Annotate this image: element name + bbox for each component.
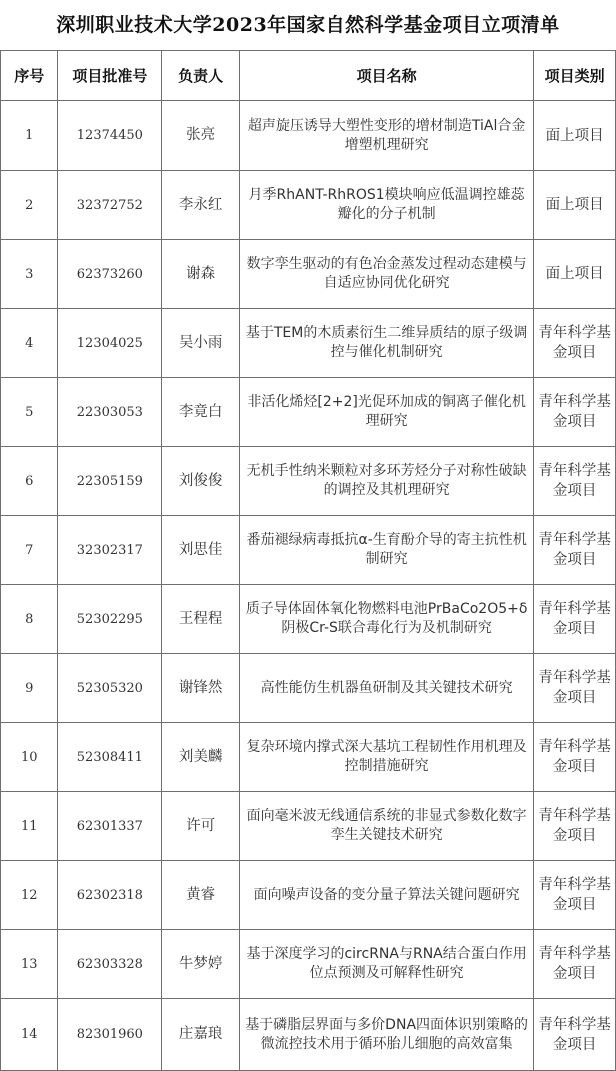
cell-principal: 吴小雨 bbox=[162, 309, 240, 378]
table-row bbox=[1, 654, 616, 723]
table-row bbox=[1, 861, 616, 930]
table-row bbox=[1, 516, 616, 585]
table-row bbox=[1, 101, 616, 171]
table-row bbox=[1, 447, 616, 516]
cell-principal: 刘美麟 bbox=[162, 723, 240, 792]
table-row bbox=[1, 792, 616, 861]
cell-principal: 张亮 bbox=[162, 101, 240, 171]
cell-approval-number: 32372752 bbox=[58, 171, 162, 240]
cell-project-name: 基于深度学习的circRNA与RNA结合蛋白作用位点预测及可解释性研究 bbox=[239, 930, 533, 999]
table-row bbox=[1, 378, 616, 447]
cell-project-name: 数字孪生驱动的有色冶金蒸发过程动态建模与自适应协同优化研究 bbox=[239, 240, 533, 309]
header-index: 序号 bbox=[1, 51, 58, 101]
cell-project-category: 青年科学基金项目 bbox=[534, 792, 616, 861]
cell-approval-number: 22303053 bbox=[58, 378, 162, 447]
cell-principal: 黄睿 bbox=[162, 861, 240, 930]
cell-project-category: 青年科学基金项目 bbox=[534, 309, 616, 378]
cell-project-category: 青年科学基金项目 bbox=[534, 723, 616, 792]
cell-project-category: 青年科学基金项目 bbox=[534, 378, 616, 447]
cell-project-name: 复杂环境内撑式深大基坑工程韧性作用机理及控制措施研究 bbox=[239, 723, 533, 792]
cell-principal: 王程程 bbox=[162, 585, 240, 654]
cell-approval-number: 62303328 bbox=[58, 930, 162, 999]
cell-index: 6 bbox=[1, 447, 58, 516]
cell-approval-number: 32302317 bbox=[58, 516, 162, 585]
table-row bbox=[1, 171, 616, 240]
cell-approval-number: 52305320 bbox=[58, 654, 162, 723]
cell-approval-number: 62373260 bbox=[58, 240, 162, 309]
cell-project-name: 基于TEM的木质素衍生二维异质结的原子级调控与催化机制研究 bbox=[239, 309, 533, 378]
header-approval-number: 项目批准号 bbox=[58, 51, 162, 101]
cell-project-name: 质子导体固体氧化物燃料电池PrBaCo2O5+δ阴极Cr-S联合毒化行为及机制研究 bbox=[239, 585, 533, 654]
cell-project-name: 无机手性纳米颗粒对多环芳烃分子对称性破缺的调控及其机理研究 bbox=[239, 447, 533, 516]
cell-principal: 李永红 bbox=[162, 171, 240, 240]
project-table bbox=[0, 50, 616, 1071]
cell-project-name: 非活化烯烃[2+2]光促环加成的铜离子催化机理研究 bbox=[239, 378, 533, 447]
cell-approval-number: 52302295 bbox=[58, 585, 162, 654]
cell-principal: 李竟白 bbox=[162, 378, 240, 447]
cell-project-category: 青年科学基金项目 bbox=[534, 999, 616, 1071]
cell-principal: 庄嘉琅 bbox=[162, 999, 240, 1071]
table-row bbox=[1, 240, 616, 309]
cell-approval-number: 82301960 bbox=[58, 999, 162, 1071]
cell-approval-number: 62302318 bbox=[58, 861, 162, 930]
cell-index: 5 bbox=[1, 378, 58, 447]
cell-index: 11 bbox=[1, 792, 58, 861]
cell-principal: 谢锋然 bbox=[162, 654, 240, 723]
cell-approval-number: 52308411 bbox=[58, 723, 162, 792]
cell-principal: 刘俊俊 bbox=[162, 447, 240, 516]
cell-project-category: 青年科学基金项目 bbox=[534, 861, 616, 930]
cell-project-name: 面向毫米波无线通信系统的非显式参数化数字孪生关键技术研究 bbox=[239, 792, 533, 861]
cell-index: 7 bbox=[1, 516, 58, 585]
cell-principal: 牛梦婷 bbox=[162, 930, 240, 999]
table-row bbox=[1, 723, 616, 792]
cell-project-name: 基于磷脂层界面与多价DNA四面体识别策略的微流控技术用于循环胎儿细胞的高效富集 bbox=[239, 999, 533, 1071]
header-project-category: 项目类别 bbox=[534, 51, 616, 101]
cell-project-name: 高性能仿生机器鱼研制及其关键技术研究 bbox=[239, 654, 533, 723]
cell-index: 10 bbox=[1, 723, 58, 792]
cell-index: 1 bbox=[1, 101, 58, 171]
cell-approval-number: 12374450 bbox=[58, 101, 162, 171]
table-row bbox=[1, 309, 616, 378]
cell-project-name: 超声旋压诱导大塑性变形的增材制造TiAl合金增塑机理研究 bbox=[239, 101, 533, 171]
cell-project-name: 月季RhANT-RhROS1模块响应低温调控雄蕊瓣化的分子机制 bbox=[239, 171, 533, 240]
cell-index: 3 bbox=[1, 240, 58, 309]
cell-index: 8 bbox=[1, 585, 58, 654]
cell-index: 4 bbox=[1, 309, 58, 378]
cell-project-name: 面向噪声设备的变分量子算法关键问题研究 bbox=[239, 861, 533, 930]
cell-principal: 谢森 bbox=[162, 240, 240, 309]
cell-project-category: 面上项目 bbox=[534, 171, 616, 240]
table-row bbox=[1, 999, 616, 1071]
cell-project-category: 青年科学基金项目 bbox=[534, 447, 616, 516]
cell-index: 9 bbox=[1, 654, 58, 723]
header-principal: 负责人 bbox=[162, 51, 240, 101]
cell-project-category: 青年科学基金项目 bbox=[534, 654, 616, 723]
cell-approval-number: 22305159 bbox=[58, 447, 162, 516]
table-row bbox=[1, 585, 616, 654]
header-project-name: 项目名称 bbox=[239, 51, 533, 101]
cell-project-category: 面上项目 bbox=[534, 101, 616, 171]
cell-project-category: 面上项目 bbox=[534, 240, 616, 309]
cell-index: 2 bbox=[1, 171, 58, 240]
cell-project-category: 青年科学基金项目 bbox=[534, 516, 616, 585]
cell-principal: 许可 bbox=[162, 792, 240, 861]
table-row bbox=[1, 930, 616, 999]
cell-project-category: 青年科学基金项目 bbox=[534, 585, 616, 654]
cell-approval-number: 62301337 bbox=[58, 792, 162, 861]
cell-index: 13 bbox=[1, 930, 58, 999]
cell-principal: 刘思佳 bbox=[162, 516, 240, 585]
cell-approval-number: 12304025 bbox=[58, 309, 162, 378]
cell-index: 12 bbox=[1, 861, 58, 930]
table-header-row bbox=[1, 51, 616, 101]
cell-index: 14 bbox=[1, 999, 58, 1071]
cell-project-category: 青年科学基金项目 bbox=[534, 930, 616, 999]
cell-project-name: 番茄褪绿病毒抵抗α-生育酚介导的寄主抗性机制研究 bbox=[239, 516, 533, 585]
document-title: 深圳职业技术大学2023年国家自然科学基金项目立项清单 bbox=[56, 14, 560, 36]
